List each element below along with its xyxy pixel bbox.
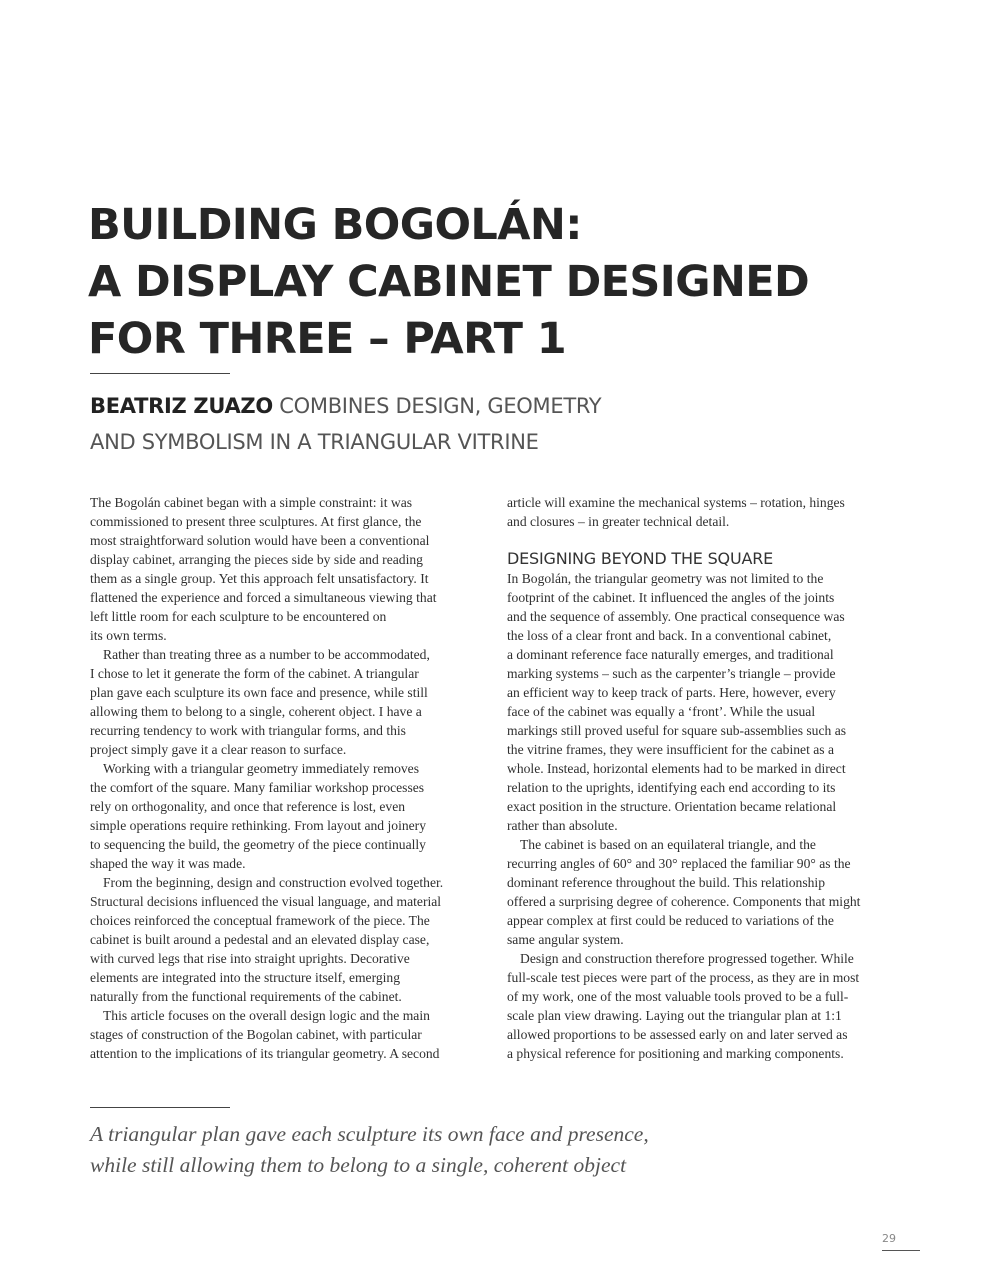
body-line: marking systems – such as the carpenter’s triangle – provide xyxy=(507,666,836,681)
body-line: cabinet is built around a pedestal and an elevated display case, xyxy=(90,932,430,947)
body-line: allowing them to belong to a single, coherent object. I have a xyxy=(90,704,422,719)
body-line: recurring angles of 60° and 30° replaced the familiar 90° as the xyxy=(507,856,851,871)
body-line: an efficient way to keep track of parts. Here, however, every xyxy=(507,685,836,700)
body-line: its own terms. xyxy=(90,628,167,643)
body-line: choices reinforced the conceptual framework of the piece. The xyxy=(90,913,430,928)
body-line: The cabinet is based on an equilateral triangle, and the xyxy=(520,837,816,852)
body-line: shaped the way it was made. xyxy=(90,856,246,871)
body-line: left little room for each sculpture to be encountered on xyxy=(90,609,387,624)
body-line: exact position in the structure. Orientation became relational xyxy=(507,799,837,814)
body-line: a dominant reference face naturally emerges, and traditional xyxy=(507,647,834,662)
body-line: From the beginning, design and construction evolved together. xyxy=(103,875,444,890)
body-line: a physical reference for positioning and marking components. xyxy=(507,1046,844,1061)
body-line: and the sequence of assembly. One practical consequence was xyxy=(507,609,845,624)
body-line: Rather than treating three as a number to be accommodated, xyxy=(103,647,430,662)
body-line: article will examine the mechanical systems – rotation, hinges xyxy=(507,495,845,510)
body-line: stages of construction of the Bogolan cabinet, with particular xyxy=(90,1027,422,1042)
pull-quote-line: A triangular plan gave each sculpture its own face and presence, xyxy=(90,1122,649,1146)
page-number: 29 xyxy=(882,1232,920,1251)
pull-quote-line: while still allowing them to belong to a single, coherent object xyxy=(90,1153,627,1177)
body-line: whole. Instead, horizontal elements had to be marked in direct xyxy=(507,761,846,776)
body-line: recurring tendency to work with triangular forms, and this xyxy=(90,723,406,738)
body-line: scale plan view drawing. Laying out the triangular plan at 1:1 xyxy=(507,1008,842,1023)
body-line: naturally from the functional requirements of the cabinet. xyxy=(90,989,402,1004)
subtitle-text: COMBINES DESIGN, GEOMETRY xyxy=(279,394,602,418)
body-line: Design and construction therefore progressed together. While xyxy=(520,951,854,966)
body-line: the loss of a clear front and back. In a conventional cabinet, xyxy=(507,628,832,643)
body-line: allowed proportions to be assessed early on and later served as xyxy=(507,1027,848,1042)
body-line: dominant reference throughout the build. This relationship xyxy=(507,875,825,890)
body-line: the comfort of the square. Many familiar workshop processes xyxy=(90,780,425,795)
body-line: plan gave each sculpture its own face and presence, while still xyxy=(90,685,428,700)
subtitle-line: AND SYMBOLISM IN A TRIANGULAR VITRINE xyxy=(90,430,539,454)
body-line: with curved legs that rise into straight uprights. Decorative xyxy=(90,951,410,966)
body-line: face of the cabinet was equally a ‘front’. While the usual xyxy=(507,704,816,719)
body-line: rather than absolute. xyxy=(507,818,618,833)
body-line: the vitrine frames, they were insufficient for the cabinet as a xyxy=(507,742,834,757)
title-line: BUILDING BOGOLÁN: xyxy=(88,200,582,250)
body-line: appear complex at first could be reduced to variations of the xyxy=(507,913,834,928)
body-line: flattened the experience and forced a simultaneous viewing that xyxy=(90,590,437,605)
body-line: elements are integrated into the structure itself, emerging xyxy=(90,970,401,985)
body-column-left xyxy=(90,493,482,1063)
body-line: full-scale test pieces were part of the process, as they are in most xyxy=(507,970,860,985)
body-line: same angular system. xyxy=(507,932,624,947)
subtitle-line xyxy=(90,388,790,424)
body-line: simple operations require rethinking. From layout and joinery xyxy=(90,818,426,833)
body-line: footprint of the cabinet. It influenced the angles of the joints xyxy=(507,590,835,605)
article-subtitle xyxy=(90,388,790,460)
body-line: them as a single group. Yet this approach felt unsatisfactory. It xyxy=(90,571,429,586)
body-line: Structural decisions influenced the visual language, and material xyxy=(90,894,442,909)
article-title xyxy=(88,197,908,368)
body-line: and closures – in greater technical detail. xyxy=(507,514,730,529)
pull-quote-divider xyxy=(90,1107,230,1108)
body-line: In Bogolán, the triangular geometry was not limited to the xyxy=(507,571,824,586)
body-line: Working with a triangular geometry immediately removes xyxy=(103,761,420,776)
section-heading: DESIGNING BEYOND THE SQUARE xyxy=(507,549,774,568)
body-line: project simply gave it a clear reason to surface. xyxy=(90,742,347,757)
title-divider xyxy=(90,373,230,374)
body-line: of my work, one of the most valuable tools proved to be a full- xyxy=(507,989,849,1004)
body-line: offered a surprising degree of coherence. Components that might xyxy=(507,894,861,909)
body-line: commissioned to present three sculptures. At first glance, the xyxy=(90,514,422,529)
body-column-right xyxy=(507,493,900,1063)
body-line: display cabinet, arranging the pieces side by side and reading xyxy=(90,552,423,567)
pull-quote xyxy=(90,1119,790,1181)
body-line: attention to the implications of its triangular geometry. A second xyxy=(90,1046,440,1061)
title-line: A DISPLAY CABINET DESIGNED xyxy=(88,257,810,307)
body-line: rely on orthogonality, and once that reference is lost, even xyxy=(90,799,406,814)
body-line: I chose to let it generate the form of the cabinet. A triangular xyxy=(90,666,419,681)
author-name: BEATRIZ ZUAZO xyxy=(90,394,273,418)
body-line: markings still proved useful for square sub-assemblies such as xyxy=(507,723,847,738)
body-line: to sequencing the build, the geometry of the piece continually xyxy=(90,837,426,852)
body-line: This article focuses on the overall design logic and the main xyxy=(103,1008,430,1023)
body-line: relation to the uprights, identifying each end according to its xyxy=(507,780,836,795)
body-line: most straightforward solution would have been a conventional xyxy=(90,533,430,548)
title-line: FOR THREE – PART 1 xyxy=(88,314,567,364)
body-line: The Bogolán cabinet began with a simple constraint: it was xyxy=(90,495,413,510)
